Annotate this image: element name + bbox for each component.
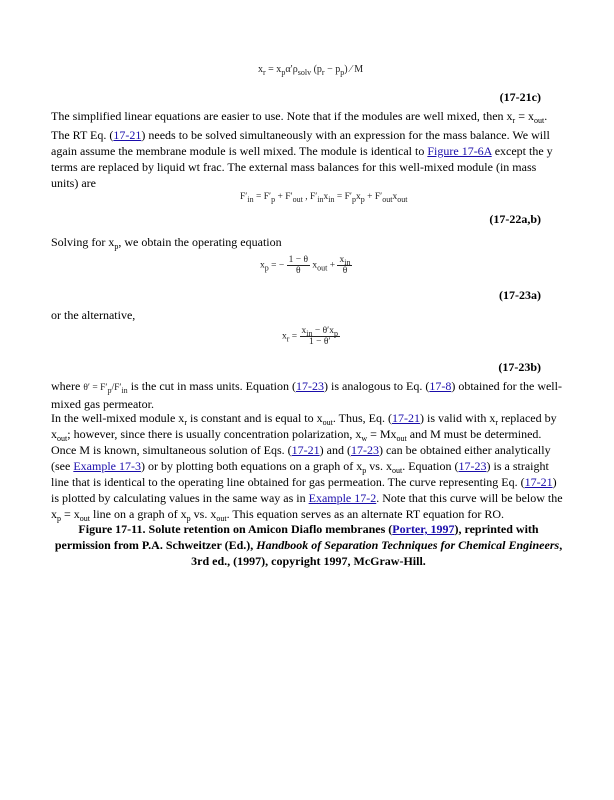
equation-17-21c: $x_r = x_p\alpha'\rho_{solv}$ $(p_r - p_p)$ ⁄ M	[258, 64, 364, 77]
link-eq-17-21[interactable]: 17-21	[113, 128, 142, 142]
paragraph-alternative: or the alternative,	[51, 308, 136, 322]
link-eq-17-23[interactable]: 17-23	[296, 379, 325, 393]
link-eq-17-21-d[interactable]: 17-21	[524, 475, 553, 489]
link-eq-17-21-c[interactable]: 17-21	[291, 443, 320, 457]
equation-17-22ab: $F'_{in} = F'_p + F'_{out}$ , $F'_{in}x_{in} = F'_px_p + F'_{out}x_{out}$	[240, 192, 408, 204]
equation-number-17-23a: (17-23a)	[499, 288, 541, 302]
equation-number-17-23b: (17-23b)	[498, 360, 541, 374]
book-title: Handbook of Separation Techniques for Chemical Engineers	[256, 538, 560, 552]
equation-number-17-21c: (17-21c)	[499, 90, 541, 104]
paragraph-rt-equation: The RT Eq. (17-21) needs to be solved simultaneously with an expression for the mass balance. We will again assume the membrane module is well mixed. The module is identical to Figure 17-6A except the y terms are replaced by liquid wt frac. The external mass balances for this well-mixed module (in mass units) are	[51, 128, 553, 190]
paragraph-simplified: The simplified linear equations are easier to use. Note that if the modules are well mixed, then $x_r = x_{out}$.	[51, 109, 548, 125]
link-eq-17-8[interactable]: 17-8	[429, 379, 452, 393]
paragraph-well-mixed: In the well-mixed module $x_r$ is constant and is equal to $x_{out}$. Thus, Eq. (17-21) is valid with $x_r$ replaced by $x_{out}$; however, since there is usually concentration polarization, $x_w = Mx_{out}$ and M must be determined. Once M is known, simultaneous solution of Eqs. (17-21) and (17-23) can be obtained either analytically (see Example 17-3) or by plotting both equations on a graph of $x_p$ vs. $x_{out}$. Equation (17-23) is a straight line that is identical to the operating line obtained for gas permeation. The curve representing Eq. (17-21) is plotted by calculating values in the same way as in Example 17-2. Note that this curve will be below the $x_p = x_{out}$ line on a graph of $x_p$ vs. $x_{out}$. This equation serves as an alternate RT equation for RO.	[51, 411, 563, 523]
link-eq-17-21-b[interactable]: 17-21	[391, 411, 420, 425]
link-porter-1997[interactable]: Porter, 1997	[392, 522, 455, 536]
link-example-17-3[interactable]: Example 17-3	[73, 459, 141, 473]
paragraph-solving: Solving for $x_p$, we obtain the operating equation	[51, 235, 282, 251]
link-eq-17-23-b[interactable]: 17-23	[350, 443, 379, 457]
equation-number-17-22ab: (17-22a,b)	[489, 212, 541, 226]
link-example-17-2[interactable]: Example 17-2	[308, 491, 377, 505]
figure-caption: Figure 17-11. Solute retention on Amicon Diaflo membranes (Porter, 1997), reprinted with permission from P.A. Schweitzer (Ed.), Handbook of Separation Techniques for Chemical Engineers, 3rd ed., (1997), copyright 1997, McGraw-Hill.	[54, 522, 563, 568]
equation-17-23b: $x_r$ = $\frac{x_{in} - \theta'x_p}{1 - \theta'}$	[282, 326, 339, 347]
link-eq-17-23-c[interactable]: 17-23	[458, 459, 487, 473]
equation-17-23a: $x_p$ = − $\frac{1 - \theta}{\theta}$ $x_{out}$ + $\frac{x_{in}}{\theta}$	[260, 255, 351, 276]
cut-definition: $\theta' = F'_p/F'_{in}$	[83, 383, 128, 395]
link-figure-17-6a[interactable]: Figure 17-6A	[427, 144, 492, 158]
paragraph-where: where $\theta' = F'_p/F'_{in}$ is the cut in mass units. Equation (17-23) is analogous to Eq. (17-8) obtained for the well-mixed gas permeator.	[51, 379, 562, 411]
